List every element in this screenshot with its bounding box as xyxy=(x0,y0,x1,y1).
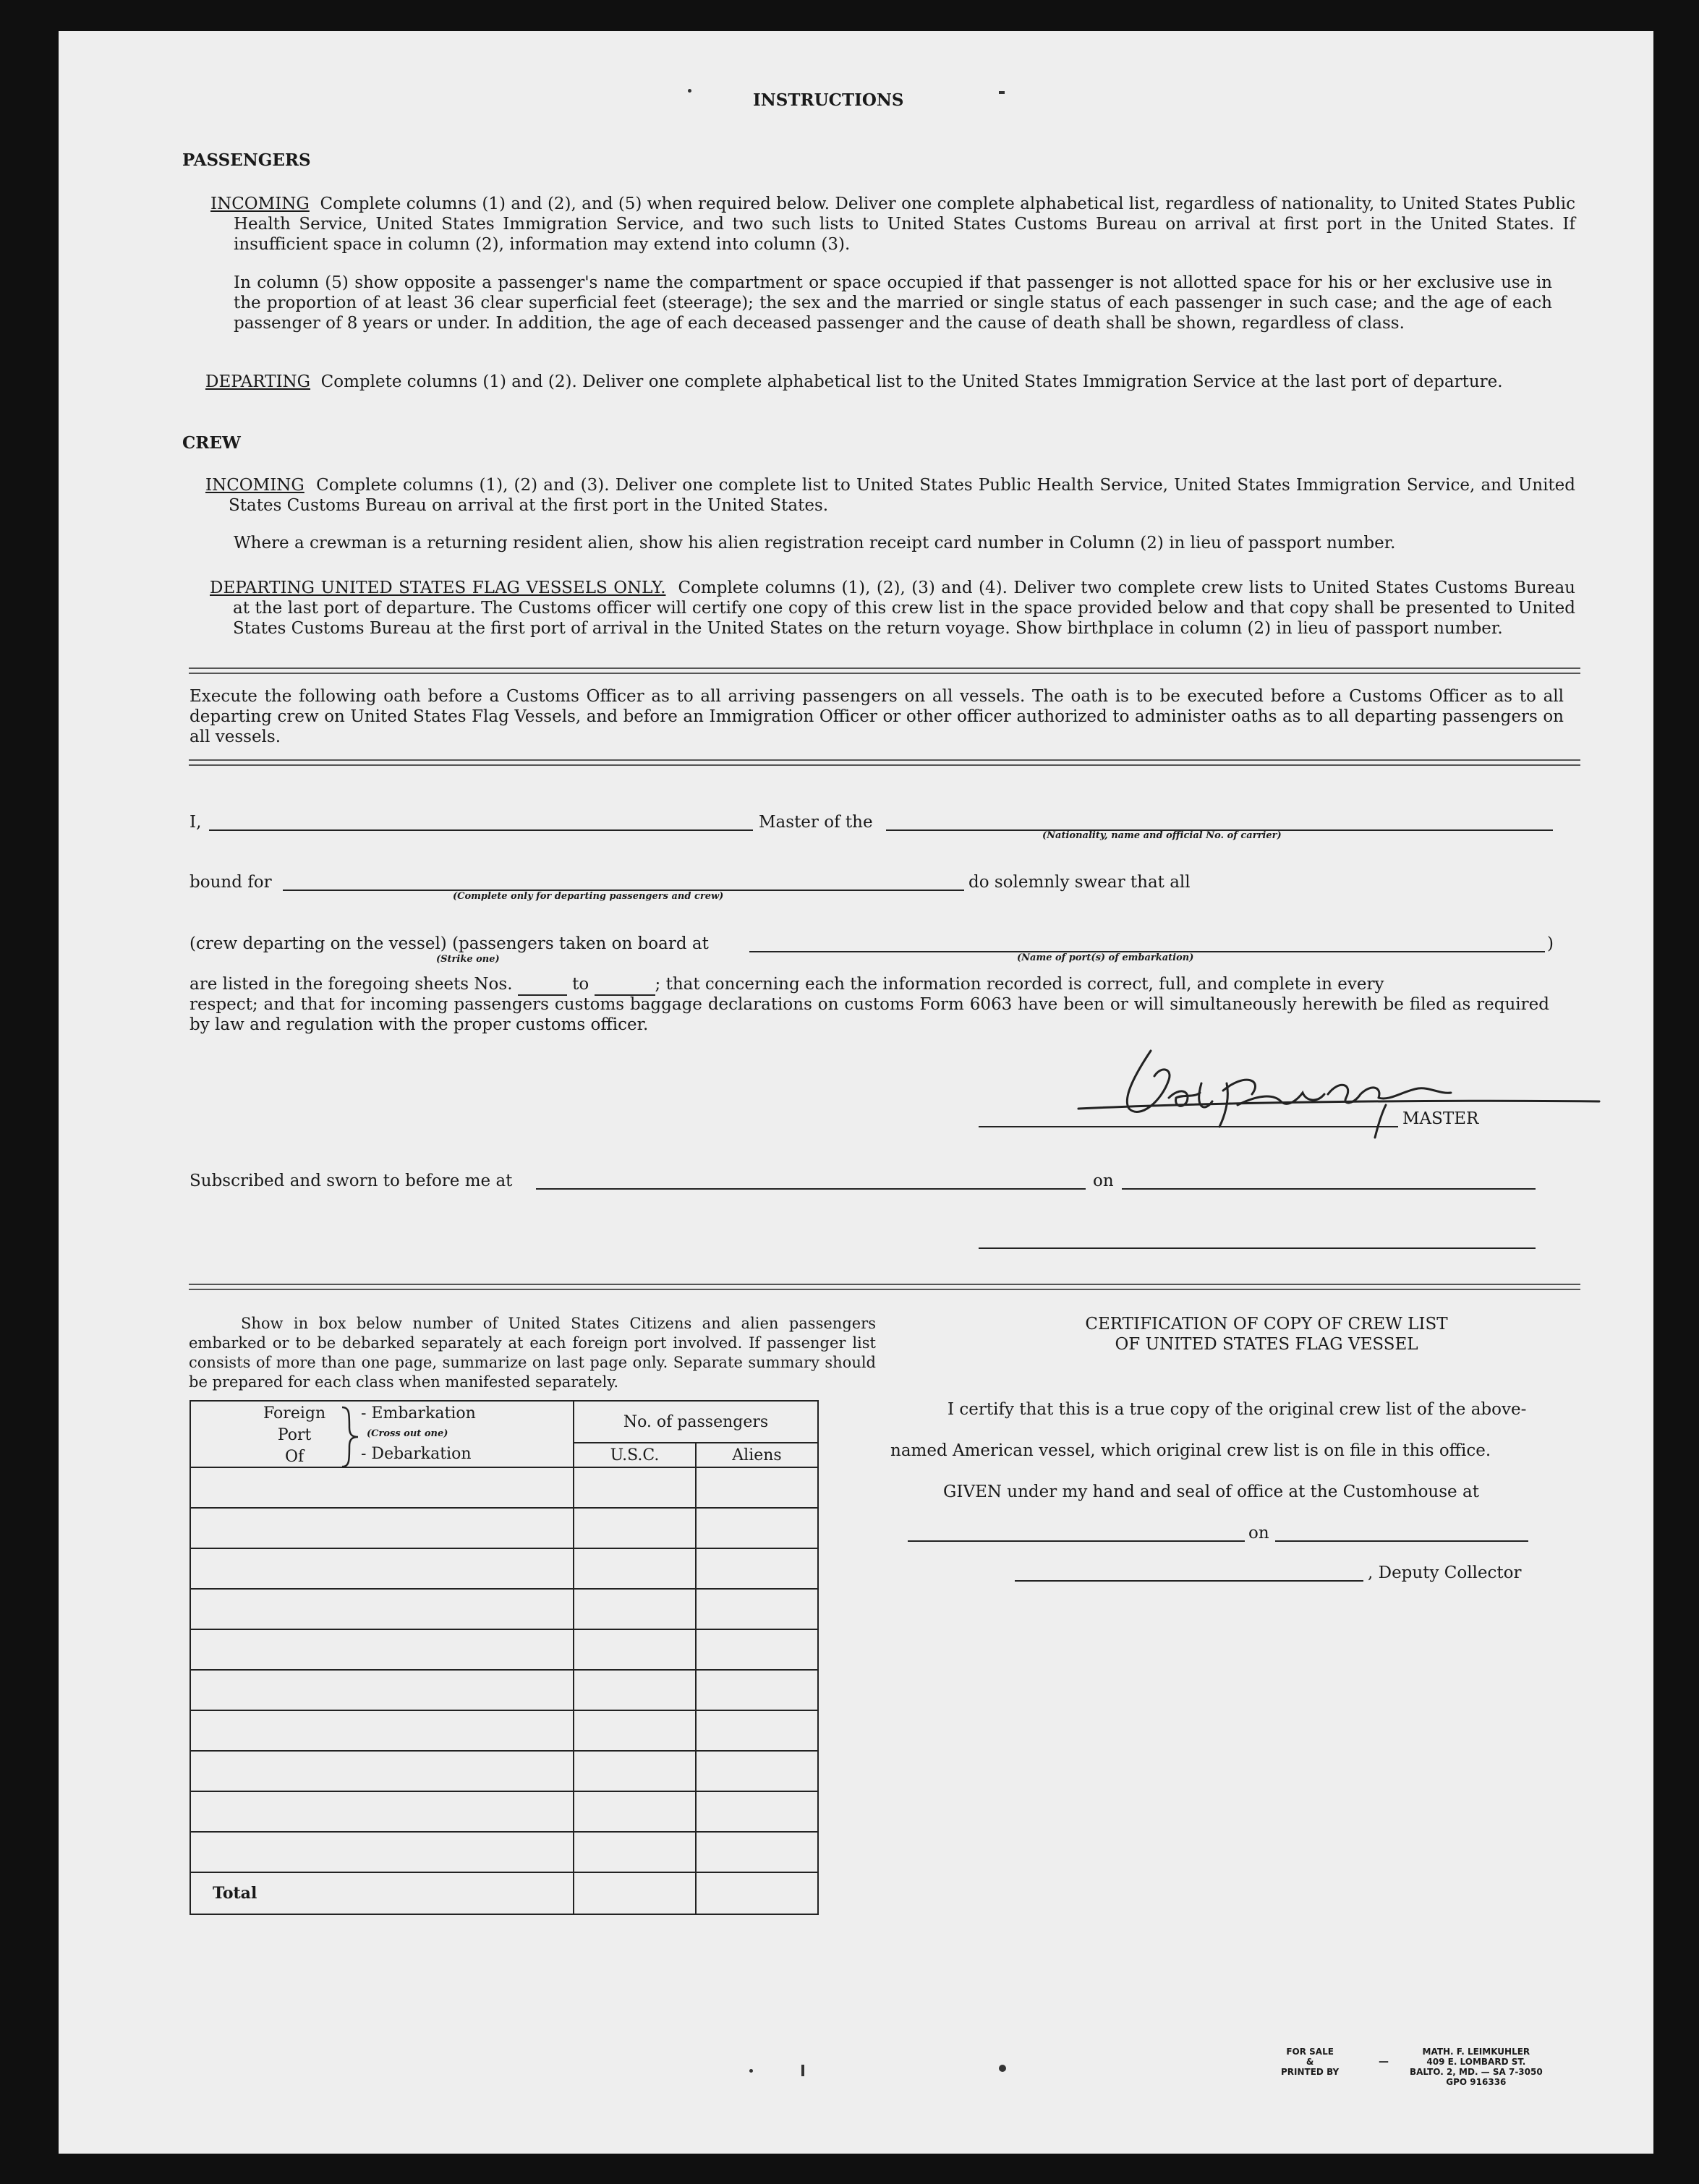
aliens-cell[interactable] xyxy=(696,1670,818,1710)
printer-gpo: GPO 916336 xyxy=(1446,2077,1507,2087)
table-row xyxy=(190,1710,818,1751)
master-of-the-label: Master of the xyxy=(759,813,873,832)
certification-heading xyxy=(970,1314,1563,1355)
aliens-cell[interactable] xyxy=(696,1629,818,1670)
oath-instructions: Execute the following oath before a Customs Officer as to all arriving passengers on all vessels. The oath is to be executed before a Customs Officer as to all departing crew on United States Flag Vessels, and before an Immigration Officer or other officer authorized to administer oaths as to all departing passengers on all vessels. xyxy=(190,687,1564,746)
master-name-field[interactable] xyxy=(209,829,753,831)
port-cell[interactable] xyxy=(190,1467,574,1508)
aliens-cell[interactable] xyxy=(696,1791,818,1832)
passengers-departing-label: DEPARTING xyxy=(205,372,311,391)
divider xyxy=(189,1284,1580,1290)
port-header-labels xyxy=(263,1403,325,1468)
passengers-incoming-paragraph xyxy=(210,194,1575,255)
strike-one-caption: (Strike one) xyxy=(436,954,500,965)
usc-cell[interactable] xyxy=(574,1791,696,1832)
port-cell[interactable] xyxy=(190,1589,574,1629)
passenger-summary-table xyxy=(190,1400,819,1915)
port-header-line: Of xyxy=(284,1448,305,1466)
usc-cell[interactable] xyxy=(574,1589,696,1629)
printer-right xyxy=(1410,2047,1543,2087)
embarkation-label: - Embarkation xyxy=(361,1404,476,1422)
total-row xyxy=(190,1872,818,1914)
nationality-caption: (Nationality, name and official No. of carrier) xyxy=(1042,830,1282,841)
port-cell[interactable] xyxy=(190,1710,574,1751)
embarkation-labels xyxy=(361,1403,476,1465)
oath-i-label: I, xyxy=(190,813,202,832)
divider xyxy=(189,667,1580,674)
printer-left xyxy=(1281,2047,1339,2077)
total-label: Total xyxy=(190,1872,574,1914)
certification-date-field[interactable] xyxy=(1275,1540,1528,1542)
summary-instructions: Show in box below number of United States Citizens and alien passengers embarked or to be debarked separately at each foreign port involved. If passenger list consists of more than one page, summarize on last page only. Separate summary should be prepared for each class when manifested separately. xyxy=(189,1315,876,1391)
aliens-cell[interactable] xyxy=(696,1751,818,1791)
aliens-cell[interactable] xyxy=(696,1467,818,1508)
usc-cell[interactable] xyxy=(574,1508,696,1548)
table-row xyxy=(190,1589,818,1629)
usc-cell[interactable] xyxy=(574,1710,696,1751)
total-aliens-cell[interactable] xyxy=(696,1872,818,1914)
listed-to: to xyxy=(572,975,589,994)
sworn-location-field[interactable] xyxy=(536,1188,1086,1190)
port-cell[interactable] xyxy=(190,1629,574,1670)
crew-incoming-label: INCOMING xyxy=(205,476,305,495)
sworn-date-field[interactable] xyxy=(1122,1188,1536,1190)
passengers-incoming-label: INCOMING xyxy=(210,195,310,213)
certification-heading-line1: CERTIFICATION OF COPY OF CREW LIST xyxy=(1085,1315,1448,1334)
swear-text: do solemnly swear that all xyxy=(968,873,1191,892)
master-label: MASTER xyxy=(1402,1109,1479,1128)
crew-heading: CREW xyxy=(182,433,241,453)
crew-departing-text: (crew departing on the vessel) (passengers taken on board at xyxy=(190,934,709,953)
aliens-cell[interactable] xyxy=(696,1508,818,1548)
printer-dash: — xyxy=(1379,2056,1389,2068)
aliens-cell[interactable] xyxy=(696,1832,818,1872)
sheet-from-field[interactable] xyxy=(518,974,567,996)
usc-cell[interactable] xyxy=(574,1832,696,1872)
certification-line2: named American vessel, which original crew list is on file in this office. xyxy=(890,1441,1491,1460)
scan-mark xyxy=(801,2065,804,2076)
no-of-passengers-header: No. of passengers xyxy=(574,1401,818,1443)
customhouse-field[interactable] xyxy=(908,1540,1245,1542)
passengers-heading: PASSENGERS xyxy=(182,150,311,170)
form-sheet xyxy=(59,31,1653,2154)
table-row xyxy=(190,1629,818,1670)
scan-mark xyxy=(688,89,691,93)
crew-incoming-text: Complete columns (1), (2) and (3). Deliver one complete list to United States Public Health Service, United States Immigration Service, and United States Customs Bureau on arrival at the first port in the United States. xyxy=(229,476,1575,515)
scan-mark xyxy=(999,91,1005,94)
signature-image xyxy=(1013,993,1614,1195)
listed-prefix: are listed in the foregoing sheets Nos. xyxy=(190,975,513,994)
deputy-collector-signature-field[interactable] xyxy=(1015,1580,1363,1582)
subscribed-on-label: on xyxy=(1093,1172,1114,1190)
table-row xyxy=(190,1548,818,1589)
passengers-incoming-text: Complete columns (1) and (2), and (5) when required below. Deliver one complete alphabetical list, regardless of nationality, to United States Public Health Service, United States Immigration Service, and two such lists to United States Customs Bureau on arrival at first port in the United States. If insufficient space in column (2), information may extend into column (3). xyxy=(234,195,1575,254)
aliens-header: Aliens xyxy=(696,1443,818,1467)
port-cell[interactable] xyxy=(190,1670,574,1710)
printer-street: 409 E. LOMBARD ST. xyxy=(1426,2057,1526,2067)
debarkation-label: - Debarkation xyxy=(361,1445,472,1463)
listed-suffix: ; that concerning each the information recorded is correct, full, and complete in every xyxy=(655,975,1384,994)
for-sale-text: FOR SALE xyxy=(1286,2047,1334,2057)
port-cell[interactable] xyxy=(190,1791,574,1832)
crew-departing-label: DEPARTING UNITED STATES FLAG VESSELS ONLY. xyxy=(210,579,666,597)
usc-cell[interactable] xyxy=(574,1467,696,1508)
certification-line1: I certify that this is a true copy of the original crew list of the above- xyxy=(948,1400,1527,1419)
usc-header: U.S.C. xyxy=(574,1443,696,1467)
aliens-cell[interactable] xyxy=(696,1589,818,1629)
official-signature-field[interactable] xyxy=(979,1247,1536,1249)
master-signature-field[interactable] xyxy=(979,1126,1398,1127)
port-header-cell xyxy=(190,1401,574,1467)
deputy-collector-label: , Deputy Collector xyxy=(1368,1564,1522,1582)
table-row xyxy=(190,1670,818,1710)
close-paren: ) xyxy=(1547,934,1554,953)
table-row xyxy=(190,1467,818,1508)
bound-for-caption: (Complete only for departing passengers and crew) xyxy=(453,891,724,902)
usc-cell[interactable] xyxy=(574,1629,696,1670)
total-usc-cell[interactable] xyxy=(574,1872,696,1914)
certification-heading-line2: OF UNITED STATES FLAG VESSEL xyxy=(1115,1335,1418,1354)
usc-cell[interactable] xyxy=(574,1751,696,1791)
port-header-line: Foreign xyxy=(263,1404,326,1422)
sheet-to-field[interactable] xyxy=(595,974,655,996)
subscribed-label: Subscribed and sworn to before me at xyxy=(190,1172,513,1190)
table-row xyxy=(190,1508,818,1548)
usc-cell[interactable] xyxy=(574,1670,696,1710)
port-cell[interactable] xyxy=(190,1548,574,1589)
certification-on-label: on xyxy=(1248,1524,1269,1543)
scan-mark xyxy=(749,2069,753,2073)
passengers-departing-text: Complete columns (1) and (2). Deliver one complete alphabetical list to the United States Immigration Service at the last port of departure. xyxy=(320,372,1503,391)
table-row xyxy=(190,1751,818,1791)
printer-city: BALTO. 2, MD. — SA 7-3050 xyxy=(1410,2067,1543,2077)
scan-mark xyxy=(999,2065,1006,2072)
port-cell[interactable] xyxy=(190,1832,574,1872)
passengers-departing-paragraph xyxy=(205,372,1575,392)
usc-cell[interactable] xyxy=(574,1548,696,1589)
brace-icon xyxy=(339,1406,361,1468)
listed-rest: respect; and that for incoming passengers customs baggage declarations on customs Form 6063 have been or will simultaneously herewith be filed as required by law and regulation with the proper customs officer. xyxy=(190,995,1549,1034)
crew-incoming-paragraph xyxy=(205,475,1575,516)
aliens-cell[interactable] xyxy=(696,1710,818,1751)
certification-line3: GIVEN under my hand and seal of office at the Customhouse at xyxy=(943,1483,1479,1501)
table-row xyxy=(190,1832,818,1872)
port-cell[interactable] xyxy=(190,1751,574,1791)
printer-name: MATH. F. LEIMKUHLER xyxy=(1422,2047,1530,2057)
port-header-line: Port xyxy=(277,1426,312,1444)
crew-resident-text: Where a crewman is a returning resident alien, show his alien registration receipt card number in Column (2) in lieu of passport number. xyxy=(234,534,1396,553)
divider xyxy=(189,759,1580,766)
aliens-cell[interactable] xyxy=(696,1548,818,1589)
crew-departing-paragraph xyxy=(210,578,1575,639)
passengers-column5-text: In column (5) show opposite a passenger's name the compartment or space occupied if that passenger is not allotted space for his or her exclusive use in the proportion of at least 36 clear superficial feet (steerage); the sex and the married or single status of each passenger in such case; and the age of each passenger of 8 years or under. In addition, the age of each deceased passenger and the cause of death shall be shown, regardless of class. xyxy=(234,273,1552,333)
table-row xyxy=(190,1791,818,1832)
page-title: INSTRUCTIONS xyxy=(753,90,904,110)
port-cell[interactable] xyxy=(190,1508,574,1548)
cross-out-label: (Cross out one) xyxy=(367,1428,448,1439)
amp-text: & xyxy=(1306,2057,1314,2067)
crew-departing-text: Complete columns (1), (2), (3) and (4). Deliver two complete crew lists to United States Customs Bureau at the last port of departure. The Customs officer will certify one copy of this crew list in the space provided below and that copy shall be presented to United States Customs Bureau at the first port of arrival in the United States on the return voyage. Show birthplace in column (2) in lieu of passport number. xyxy=(233,579,1575,638)
bound-for-label: bound for xyxy=(190,873,272,892)
printed-by-text: PRINTED BY xyxy=(1281,2067,1340,2077)
ports-caption: (Name of port(s) of embarkation) xyxy=(1017,952,1194,963)
